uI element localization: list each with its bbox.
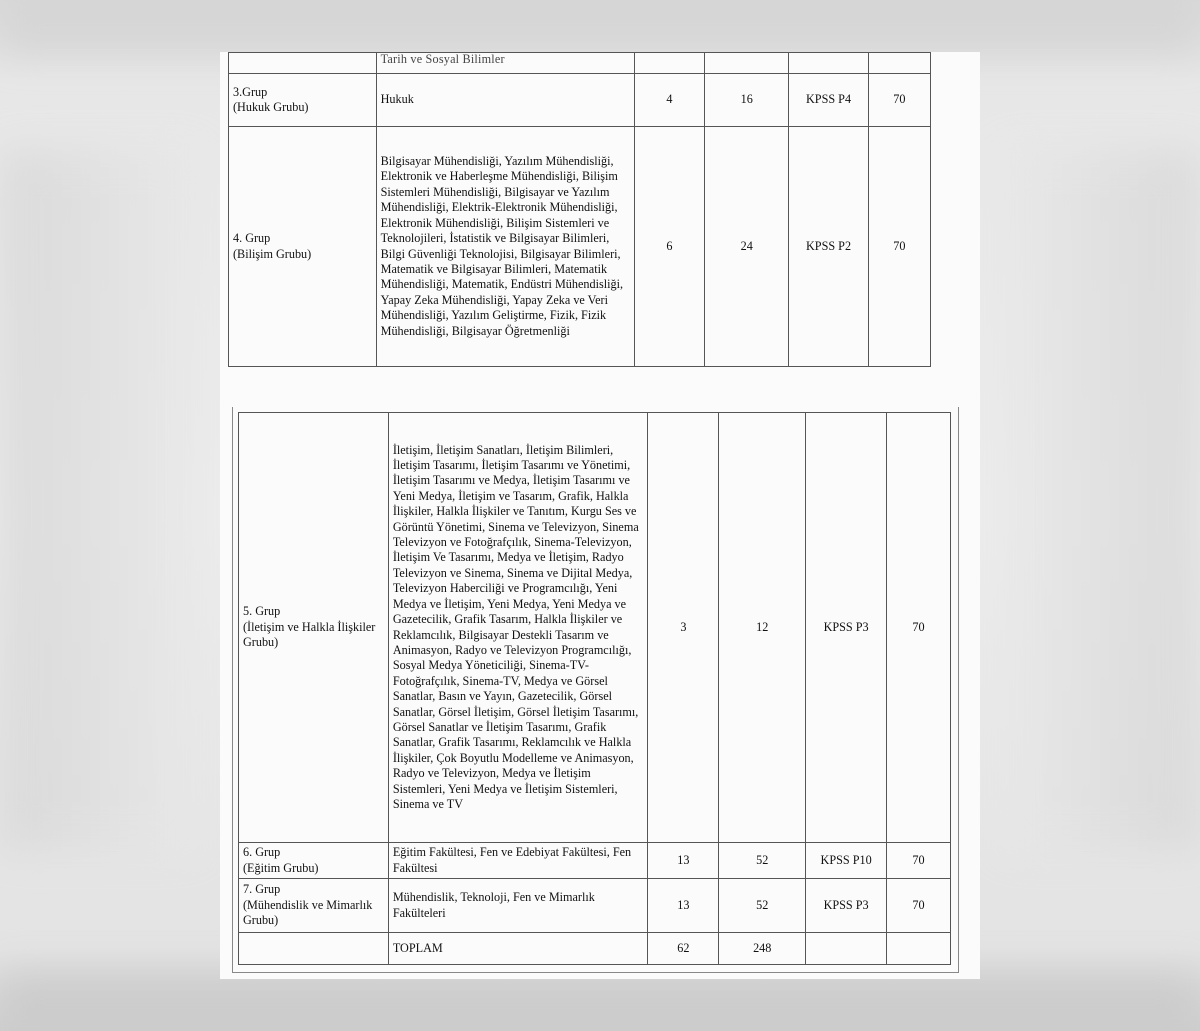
table-row-group-6 xyxy=(239,843,951,879)
kpss-cell: KPSS P4 xyxy=(789,74,868,127)
quota-table-part-1 xyxy=(228,52,931,367)
group-name: (Eğitim Grubu) xyxy=(243,860,319,875)
group-name: (Bilişim Grubu) xyxy=(233,246,312,261)
group-cell xyxy=(239,843,389,879)
group-number: 5. Grup xyxy=(243,604,281,619)
kpss-cell: KPSS P10 xyxy=(806,843,887,879)
cut-off-program-text: Tarih ve Sosyal Bilimler xyxy=(380,52,505,67)
blurred-background-right xyxy=(1000,150,1200,850)
programs-cell: Eğitim Fakültesi, Fen ve Edebiyat Fakültesi, Fen Fakültesi xyxy=(388,843,648,879)
empty-cell xyxy=(239,933,389,965)
group-cell xyxy=(239,413,389,843)
table-row-cut-off xyxy=(229,53,931,74)
count-cell: 24 xyxy=(705,127,789,367)
score-cell: 70 xyxy=(887,843,951,879)
programs-cell: Mühendislik, Teknoloji, Fen ve Mimarlık Fakülteleri xyxy=(388,879,648,933)
total-label: TOPLAM xyxy=(388,933,648,965)
total-count-cell: 62 xyxy=(648,933,719,965)
count-cell: 13 xyxy=(648,879,719,933)
empty-cell xyxy=(887,933,951,965)
kpss-cell: KPSS P2 xyxy=(789,127,868,367)
group-cell xyxy=(229,127,377,367)
score-cell: 70 xyxy=(868,127,930,367)
count-cell: 13 xyxy=(648,843,719,879)
blurred-background-top xyxy=(0,0,1200,55)
blurred-background-bottom xyxy=(0,971,1200,1031)
count-cell: 3 xyxy=(648,413,719,843)
score-cell: 70 xyxy=(887,879,951,933)
count-cell: 12 xyxy=(719,413,806,843)
quota-table-part-2 xyxy=(238,412,951,965)
table-row-group-5 xyxy=(239,413,951,843)
count-cell: 16 xyxy=(705,74,789,127)
count-cell: 4 xyxy=(634,74,704,127)
score-cell: 70 xyxy=(887,413,951,843)
count-cell: 6 xyxy=(634,127,704,367)
programs-cell: Hukuk xyxy=(376,74,634,127)
group-number: 4. Grup xyxy=(233,231,271,246)
empty-cell xyxy=(806,933,887,965)
group-cell xyxy=(239,879,389,933)
table-row-group-3 xyxy=(229,74,931,127)
programs-cell: İletişim, İletişim Sanatları, İletişim Bilimleri, İletişim Tasarımı, İletişim Tasarımı ve Yönetimi, İletişim Tasarımı ve Medya, İletişim Tasarımı ve Yeni Medya, İletişim ve Tasarım, Grafik, Halkla İlişkiler, Halkla İlişkiler ve Tanıtım, Kurgu Ses ve Görüntü Yönetimi, Sinema ve Televizyon, Sinema Televizyon ve Fotoğrafçılık, Sinema-Televizyon, İletişim Ve Tasarımı, Medya ve İletişim, Radyo Televizyon ve Sinema, Sinema ve Dijital Medya, Televizyon Haberciliği ve Programcılığı, Yeni Medya ve İletişim, Yeni Medya, Yeni Medya ve Gazetecilik, Grafik Tasarım, Halkla İlişkiler ve Reklamcılık, Bilgisayar Destekli Tasarım ve Animasyon, Radyo ve Televizyon Programcılığı, Sosyal Medya Yöneticiliği, Sinema-TV-Fotoğrafçılık, Sinema-TV, Medya ve Görsel Sanatlar, Basın ve Yayın, Gazetecilik, Görsel Sanatlar, Görsel İletişim, Görsel İletişim Tasarımı, Görsel Sanatlar ve İletişim Tasarımı, Grafik Sanatlar, Grafik Tasarımı, Reklamcılık ve Halkla İlişkiler, Çok Boyutlu Modelleme ve Animasyon, Radyo ve Televizyon, Medya ve İletişim Sistemleri, Yeni Medya ve İletişim Sistemleri, Sinema ve TV xyxy=(388,413,648,843)
group-cell xyxy=(229,74,377,127)
kpss-cell: KPSS P3 xyxy=(806,879,887,933)
group-name: (Mühendislik ve Mimarlık Grubu) xyxy=(243,897,373,928)
total-count-cell: 248 xyxy=(719,933,806,965)
group-number: 3.Grup xyxy=(233,84,268,99)
blurred-background-left xyxy=(0,150,200,850)
group-number: 6. Grup xyxy=(243,845,281,860)
table-row-total xyxy=(239,933,951,965)
table-row-group-7 xyxy=(239,879,951,933)
count-cell: 52 xyxy=(719,843,806,879)
table-row-group-4 xyxy=(229,127,931,367)
programs-cell: Bilgisayar Mühendisliği, Yazılım Mühendisliği, Elektronik ve Haberleşme Mühendisliği, Bilişim Sistemleri Mühendisliği, Bilgisayar ve Yazılım Mühendisliği, Elektrik-Elektronik Mühendisliği, Elektronik Mühendisliği, Bilişim Sistemleri ve Teknolojileri, İstatistik ve Bilgisayar Bilimleri, Bilgi Güvenliği Teknolojisi, Bilgisayar Bilimleri, Matematik ve Bilgisayar Bilimleri, Matematik Mühendisliği, Matematik, Endüstri Mühendisliği, Yapay Zeka Mühendisliği, Yapay Zeka ve Veri Mühendisliği, Yazılım Geliştirme, Fizik, Fizik Mühendisliği, Bilgisayar Öğretmenliği xyxy=(376,127,634,367)
document-page xyxy=(220,52,980,979)
group-number: 7. Grup xyxy=(243,882,281,897)
group-name: (Hukuk Grubu) xyxy=(233,100,309,114)
score-cell: 70 xyxy=(868,74,930,127)
kpss-cell: KPSS P3 xyxy=(806,413,887,843)
count-cell: 52 xyxy=(719,879,806,933)
group-name: (İletişim ve Halkla İlişkiler Grubu) xyxy=(243,619,376,650)
